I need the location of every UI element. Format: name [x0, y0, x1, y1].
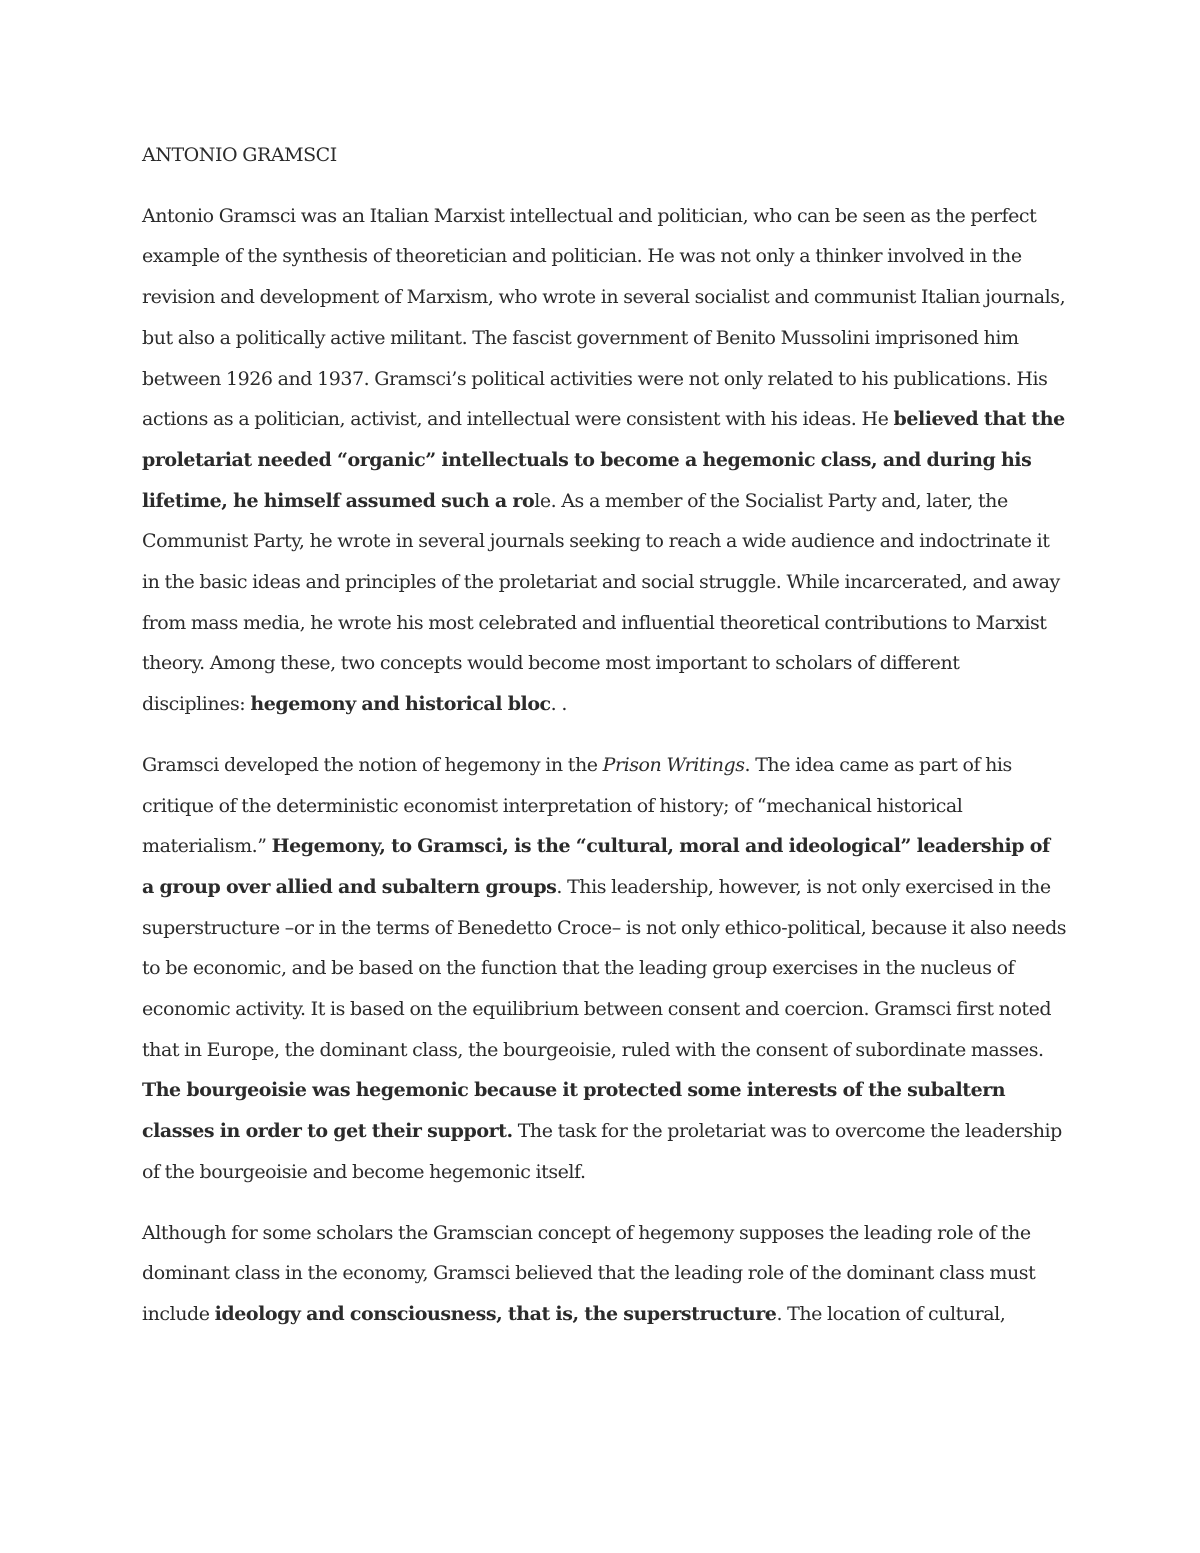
paragraph-1 — [142, 196, 1067, 725]
text-run: Antonio Gramsci was an Italian Marxist intellectual and politician, who can be seen as the perfect example of the synthesis of theoretician and politician. He was not only a thinker involved in the revision and development of Marxism, who wrote in several socialist and communist Italian journals, but also a politically active militant. The fascist government of Benito Mussolini imprisoned him between 1926 and 1937. Gramsci’s political activities were not only related to his publications. His actions as a politician, activist, and intellectual were consistent with his ideas. He — [142, 204, 1066, 431]
text-run: . This leadership, however, is not only exercised in the superstructure –or in the terms of Benedetto Croce– is not only ethico-political, because it also needs to be economic, and be based on the function that the leading group exercises in the nucleus of economic activity. It is based on the equilibrium between consent and coercion. Gramsci first noted that in Europe, the dominant class, the bourgeoisie, ruled with the consent of subordinate masses. — [142, 875, 1067, 1061]
text-run: The task for the proletariat was to overcome the leadership of the bourgeoisie and become hegemonic itself. — [142, 1120, 1062, 1183]
italic-text-run: Prison Writings — [602, 753, 745, 776]
bold-text-run: Hegemony, to Gramsci, is the “cultural, moral and ideological” leadership of a group over allied and subaltern groups — [142, 835, 1050, 898]
paragraph-3 — [142, 1213, 1067, 1335]
bold-text-run: The bourgeoisie was hegemonic because it protected some interests of the subaltern classes in order to get their support. — [142, 1079, 1006, 1143]
paragraph-2 — [142, 745, 1067, 1193]
text-run: . The idea came as part of his critique of the deterministic economist interpretation of history; of “mechanical historical materialism.” — [142, 753, 1012, 858]
bold-text-run: ideology and consciousness, that is, the superstructure — [214, 1302, 777, 1325]
text-run: . . — [550, 693, 567, 716]
text-run: . The location of cultural, — [776, 1302, 1006, 1325]
text-run: le. As a member of the Socialist Party and, later, the Communist Party, he wrote in several journals seeking to reach a wide audience and indoctrinate it in the basic ideas and principles of the proletariat and social struggle. While incarcerated, and away from mass media, he wrote his most celebrated and influential theoretical contributions to Marxist theory. Among these, two concepts would become most important to scholars of different disciplines: — [142, 489, 1060, 716]
text-run: Gramsci developed the notion of hegemony in the — [142, 753, 603, 776]
text-run: Although for some scholars the Gramscian concept of hegemony supposes the leading role of the dominant class in the economy, Gramsci believed that the leading role of the dominant class must include — [142, 1221, 1036, 1325]
document-body — [142, 135, 1067, 1355]
bold-text-run: hegemony and historical bloc — [250, 693, 551, 716]
bold-text-run: believed that the proletariat needed “organic” intellectuals to become a hegemonic class, and during his lifetime, he himself assumed such a ro — [142, 408, 1065, 512]
document-title: ANTONIO GRAMSCI — [142, 144, 337, 166]
